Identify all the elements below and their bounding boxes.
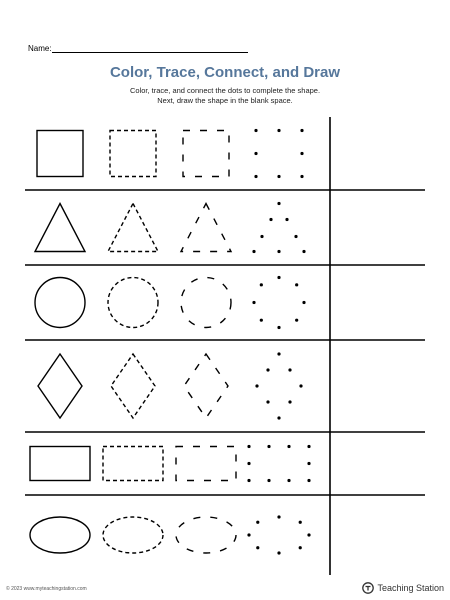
triangle-shape bbox=[35, 204, 85, 252]
rectangle-shape bbox=[176, 447, 236, 481]
dots-triangle bbox=[252, 202, 305, 253]
shape-row-triangle bbox=[35, 194, 424, 261]
color-oval bbox=[30, 517, 90, 553]
circle-shape bbox=[181, 278, 231, 328]
draw-area-triangle bbox=[334, 194, 424, 261]
dot bbox=[256, 521, 259, 524]
draw-area-rectangle bbox=[334, 436, 424, 491]
dot bbox=[247, 445, 250, 448]
dot bbox=[266, 368, 269, 371]
dot bbox=[288, 400, 291, 403]
circle-shape bbox=[108, 278, 158, 328]
brand-name: Teaching Station bbox=[377, 583, 444, 593]
dot bbox=[277, 129, 280, 132]
dot bbox=[277, 416, 280, 419]
dot bbox=[277, 250, 280, 253]
dot bbox=[247, 533, 250, 536]
diamond-shape bbox=[184, 354, 228, 418]
dot bbox=[247, 462, 250, 465]
dot bbox=[260, 319, 263, 322]
draw-area-diamond bbox=[334, 344, 424, 428]
brand bbox=[362, 582, 444, 594]
instruction-line-1: Color, trace, and connect the dots to complete the shape. bbox=[129, 86, 321, 95]
dot bbox=[266, 400, 269, 403]
instruction-line-2: Next, draw the shape in the blank space. bbox=[157, 96, 293, 105]
shape-row-oval bbox=[30, 499, 424, 571]
dot bbox=[300, 175, 303, 178]
dot bbox=[287, 479, 290, 482]
dot bbox=[287, 445, 290, 448]
dot bbox=[254, 152, 257, 155]
dot bbox=[254, 175, 257, 178]
trace-square bbox=[110, 131, 156, 177]
color-diamond bbox=[38, 354, 82, 418]
square-shape bbox=[37, 131, 83, 177]
name-label: Name: bbox=[28, 44, 52, 53]
color-square bbox=[37, 131, 83, 177]
oval-shape bbox=[103, 517, 163, 553]
dot bbox=[300, 129, 303, 132]
color-circle bbox=[35, 278, 85, 328]
dot bbox=[267, 445, 270, 448]
trace-rectangle bbox=[103, 447, 163, 481]
connect-square bbox=[183, 131, 229, 177]
draw-area-circle bbox=[334, 269, 424, 336]
square-shape bbox=[183, 131, 229, 177]
dots-square bbox=[254, 129, 303, 178]
connect-oval bbox=[176, 517, 236, 553]
dot bbox=[269, 218, 272, 221]
copyright: © 2023 www.myteachingstation.com bbox=[6, 586, 87, 592]
dot bbox=[299, 521, 302, 524]
dot bbox=[300, 152, 303, 155]
dots-rectangle bbox=[247, 445, 310, 482]
dot bbox=[260, 283, 263, 286]
dots-oval bbox=[247, 515, 310, 554]
dot bbox=[277, 326, 280, 329]
dot bbox=[295, 283, 298, 286]
dot bbox=[256, 546, 259, 549]
oval-shape bbox=[176, 517, 236, 553]
shape-row-rectangle bbox=[30, 436, 424, 491]
connect-circle bbox=[181, 278, 231, 328]
dot bbox=[302, 301, 305, 304]
draw-area-oval bbox=[334, 499, 424, 571]
oval-shape bbox=[30, 517, 90, 553]
worksheet-title: Color, Trace, Connect, and Draw bbox=[109, 64, 341, 81]
dot bbox=[302, 250, 305, 253]
dot bbox=[307, 445, 310, 448]
dot bbox=[299, 546, 302, 549]
connect-triangle bbox=[181, 204, 231, 252]
square-shape bbox=[110, 131, 156, 177]
dot bbox=[254, 129, 257, 132]
trace-circle bbox=[108, 278, 158, 328]
trace-triangle bbox=[108, 204, 158, 252]
dot bbox=[252, 301, 255, 304]
trace-oval bbox=[103, 517, 163, 553]
triangle-shape bbox=[108, 204, 158, 252]
connect-rectangle bbox=[176, 447, 236, 481]
draw-area-square bbox=[334, 121, 424, 186]
color-rectangle bbox=[30, 447, 90, 481]
dot bbox=[277, 515, 280, 518]
dot bbox=[277, 175, 280, 178]
dot bbox=[277, 202, 280, 205]
dot bbox=[285, 218, 288, 221]
dot bbox=[288, 368, 291, 371]
dot bbox=[277, 276, 280, 279]
teaching-station-logo-icon bbox=[362, 582, 374, 594]
circle-shape bbox=[35, 278, 85, 328]
dot bbox=[252, 250, 255, 253]
dot bbox=[307, 479, 310, 482]
dot bbox=[294, 235, 297, 238]
dot bbox=[299, 384, 302, 387]
rectangle-shape bbox=[103, 447, 163, 481]
triangle-shape bbox=[181, 204, 231, 252]
dots-diamond bbox=[255, 352, 302, 419]
dot bbox=[247, 479, 250, 482]
color-triangle bbox=[35, 204, 85, 252]
dot bbox=[307, 462, 310, 465]
dot bbox=[260, 235, 263, 238]
dot bbox=[277, 352, 280, 355]
dot bbox=[307, 533, 310, 536]
rectangle-shape bbox=[30, 447, 90, 481]
trace-diamond bbox=[111, 354, 155, 418]
shape-row-diamond bbox=[38, 344, 424, 428]
dots-circle bbox=[252, 276, 305, 329]
dot bbox=[277, 551, 280, 554]
diamond-shape bbox=[38, 354, 82, 418]
dot bbox=[267, 479, 270, 482]
dot bbox=[255, 384, 258, 387]
diamond-shape bbox=[111, 354, 155, 418]
connect-diamond bbox=[184, 354, 228, 418]
dot bbox=[295, 319, 298, 322]
shape-row-square bbox=[37, 121, 424, 186]
shape-row-circle bbox=[35, 269, 424, 336]
